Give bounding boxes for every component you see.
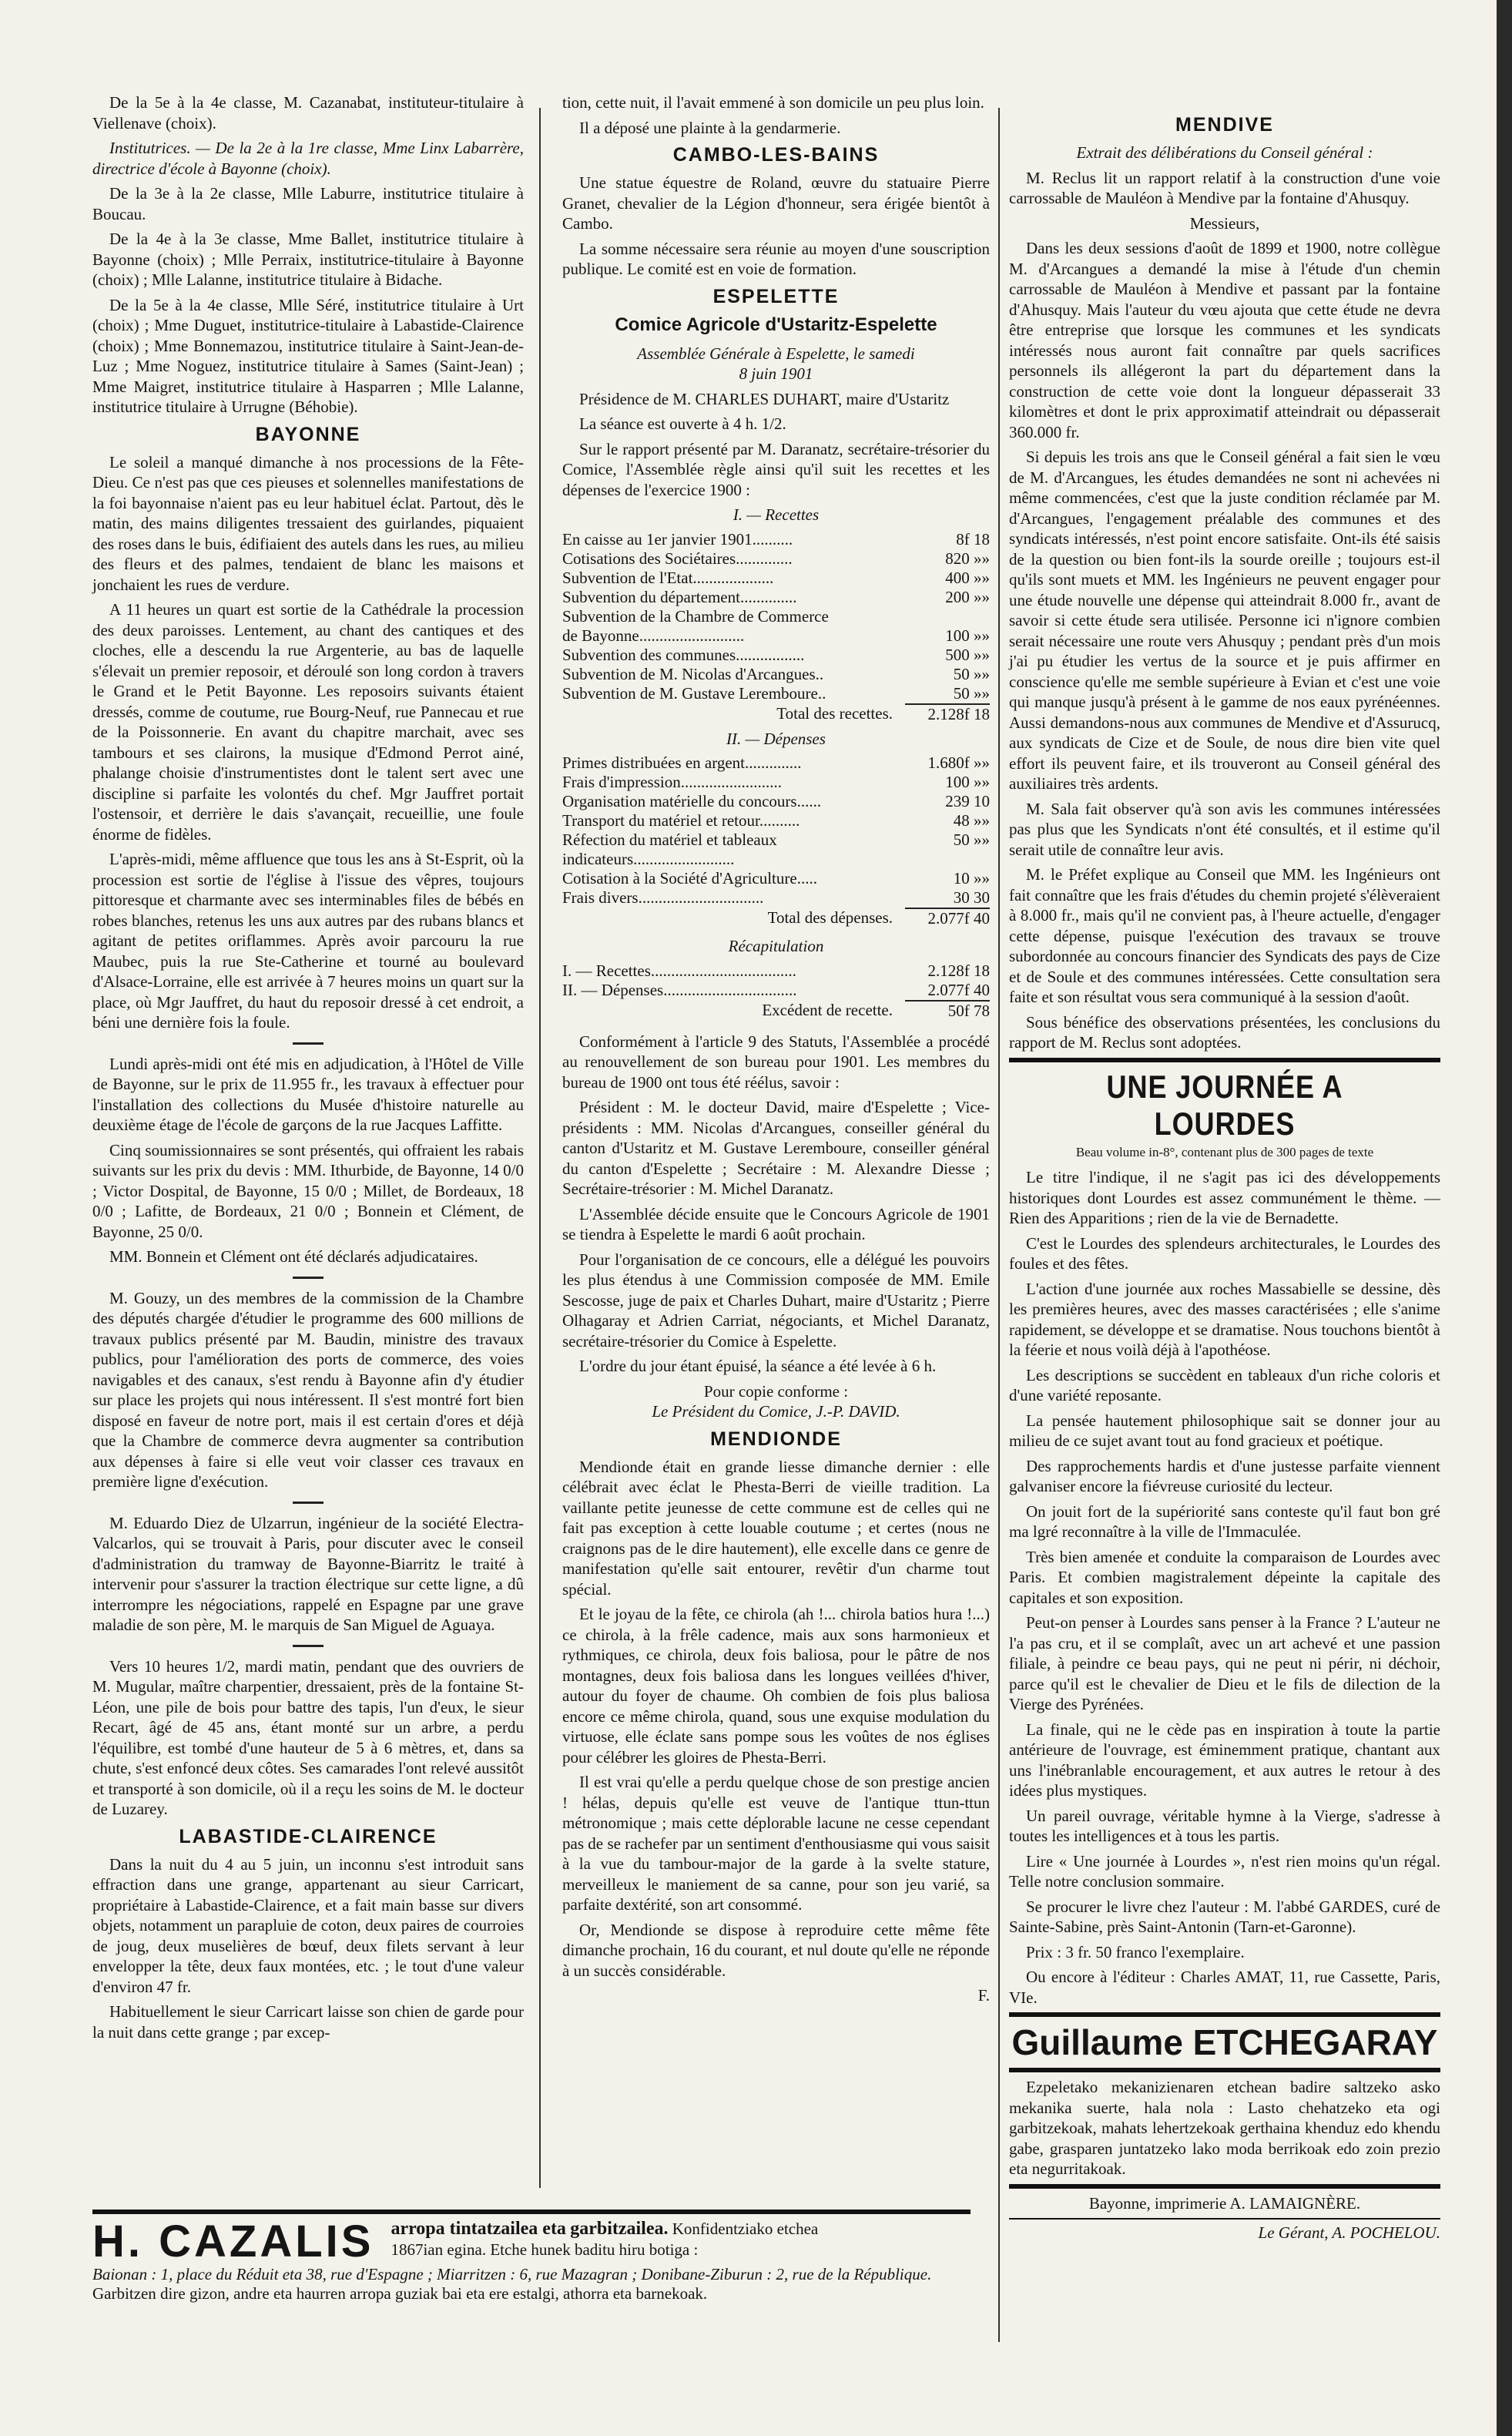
copie-conforme: Pour copie conforme : xyxy=(703,1381,849,1401)
paragraph: Un pareil ouvrage, véritable hymne à la Vierge, s'adresse à toutes les intelligences et à tous les partis. xyxy=(1009,1806,1440,1845)
rule xyxy=(1009,2218,1440,2220)
account-row xyxy=(562,869,990,888)
paragraph: Sur le rapport présenté par M. Daranatz, secrétaire-trésorier du Comice, l'Assemblée règle ainsi qu'il suit les recettes et les dépenses de l'exercice 1900 : xyxy=(562,439,990,499)
paragraph: Si depuis les trois ans que le Conseil général a fait sien le vœu de M. d'Arcangues, les études demandées ne sont ni achevées ni même commencées, c'est que la juste condition réclamée par M. d'Arcangues, l'engagement préalable des communes et des syndicats intéressés, n'est point encore satisfaite. Ont-ils été saisis de la question ou bien font-ils la sourde oreille ; toujours est-il qu'ils sont muets et MM. les Ingénieurs ne peuvent engager pour une étude nouvelle une dépense qui atteindrait 8.000 fr., avant de savoir si cette étude sera utilisée. Personne ici n'ignore combien serait nécessaire une route vers Ahusquy ; pendant près d'un mois j'ai pu étudier les vertus de la source et je puis affirmer en conscience qu'elle me semble supérieure à Evian et c'est une voie qui manque jusqu'à présent à le gamme de nos eaux pyrénéennes. Aussi demandons-nous aux communes de Mendive et d'Assurucq, aux syndicats de Cize et de Soule, de nous dire bien vite quel effort ils peuvent faire, et ils trouveront au Conseil général des auxiliaires très ardents. xyxy=(1009,448,1440,793)
paragraph: De la 5e à la 4e classe, M. Cazanabat, instituteur-titulaire à Viellenave (choix). xyxy=(92,93,524,133)
section-heading-cambo: CAMBO-LES-BAINS xyxy=(672,144,880,166)
account-amount xyxy=(905,607,990,626)
account-label: En caisse au 1er janvier 1901.......... xyxy=(562,529,793,549)
account-amount: 239 10 xyxy=(945,792,990,810)
total-value: 2.077f 40 xyxy=(905,908,990,928)
section-heading-mendionde: MENDIONDE xyxy=(710,1428,842,1450)
account-label: Transport du matériel et retour.......... xyxy=(562,811,800,830)
etchegaray-title: Guillaume ETCHEGARAY xyxy=(1011,2022,1438,2062)
separator xyxy=(293,1502,324,1504)
account-label: Organisation matérielle du concours...... xyxy=(562,792,822,810)
paragraph: Pour l'organisation de ce concours, elle a délégué les pouvoirs les plus étendus à une Commission composée de MM. Emile Sescosse, juge de paix et Charles Duhart, maire d'Ustaritz ; Pierre Olhagaray et Adrien Carriat, négociants, et Michel Daranatz, secrétaire-trésorier du Comice à Espelette. xyxy=(562,1250,990,1351)
paragraph: Or, Mendionde se dispose à reproduire cette même fête dimanche prochain, 16 du courant, et nul doute qu'elle ne réponde à un succès considérable. xyxy=(562,1920,990,1980)
column-left xyxy=(92,92,524,2047)
assembly-date: 8 juin 1901 xyxy=(739,364,813,383)
account-amount: 200 »» xyxy=(945,587,990,606)
paragraph: Prix : 3 fr. 50 franco l'exemplaire. xyxy=(1026,1942,1245,1961)
total-value: 2.128f 18 xyxy=(905,704,990,724)
cazalis-addresses: Baionan : 1, place du Réduit eta 38, rue d'Espagne ; Miarritzen : 6, rue Mazagran ; Donibane-Ziburun : 2, rue de la République. xyxy=(92,2265,932,2283)
account-label: Cotisation à la Société d'Agriculture..... xyxy=(562,869,817,887)
paragraph: C'est le Lourdes des splendeurs architecturales, le Lourdes des foules et des fêtes. xyxy=(1009,1233,1440,1273)
paragraph: M. Sala fait observer qu'à son avis les communes intéressées pas plus que les Syndicats n'ont été consultés, et il estime qu'il serait utile de connaître leur avis. xyxy=(1009,799,1440,859)
account-amount: 2.128f 18 xyxy=(927,961,990,980)
paragraph: tion, cette nuit, il l'avait emmené à son domicile un peu plus loin. xyxy=(562,93,984,112)
section-heading-labastide: LABASTIDE-CLAIRENCE xyxy=(179,1825,438,1847)
rule xyxy=(1009,2184,1440,2189)
account-amount: 2.077f 40 xyxy=(927,980,990,999)
teacher-promotions xyxy=(92,92,524,418)
depenses-heading: II. — Dépenses xyxy=(726,729,826,748)
paragraph: Se procurer le livre chez l'auteur : M. l'abbé GARDES, curé de Sainte-Sabine, près Saint-Antonin (Tarn-et-Garonne). xyxy=(1009,1897,1440,1936)
paragraph: L'ordre du jour étant épuisé, la séance a été levée à 6 h. xyxy=(579,1357,937,1375)
assembly-line: Assemblée Générale à Espelette, le samedi xyxy=(637,344,915,363)
paragraph: Mendionde était en grande liesse dimanche dernier : elle célébrait avec éclat le Phesta-Berri de vieille tradition. La vaillante petite jeunesse de cette commune est de celles qui ne fait pas exception à cette louable coutume ; et certes (nous ne craignons pas de le dire hautement), elle excelle dans ce genre de manifestation qu'elle sait entourer, revêtir d'un charme tout spécial. xyxy=(562,1457,990,1599)
paragraph: M. le Préfet explique au Conseil que MM. les Ingénieurs ont fait connaître que les frais d'études du chemin projeté s'élèveraient à 8.000 fr., mais qu'il ne convient pas, à l'heure actuelle, d'engager cette dépense, puisque l'exécution des travaux se trouve subordonnée au concours financier des Syndicats des pays de Cize et de Soule et des communes intéressées. Cette consultation sera faite et son résultat vous sera communiqué à la session d'août. xyxy=(1009,865,1440,1006)
account-row xyxy=(562,607,990,626)
depenses-table xyxy=(562,753,990,928)
separator xyxy=(293,1645,324,1647)
separator xyxy=(293,1277,324,1279)
paragraph: La pensée hautement philosophique sait se donner jour au milieu de ce sujet avant tout au fond gracieux et poétique. xyxy=(1009,1411,1440,1450)
account-label: I. — Recettes.................................... xyxy=(562,961,796,980)
account-label: Subvention de M. Gustave Lerembourе.. xyxy=(562,683,826,703)
section-heading-espelette: ESPELETTE xyxy=(712,285,840,307)
account-amount: 48 »» xyxy=(953,811,990,830)
cazalis-services: Garbitzen dire gizon, andre eta haurren arropa guziak bai eta ere estalgi, athorra eta barnekoak. xyxy=(92,2284,708,2303)
total-label: Total des dépenses. xyxy=(767,908,893,927)
recettes-table xyxy=(562,530,990,724)
recettes-heading: I. — Recettes xyxy=(733,505,820,524)
paragraph: Conformément à l'article 9 des Statuts, l'Assemblée a procédé au renouvellement de son bureau pour 1901. Les membres du bureau de 1900 ont tous été réélus, savoir : xyxy=(562,1032,990,1092)
paragraph: M. Eduardo Diez de Ulzarrun, ingénieur de la société Electra-Valcarlos, qui se trouvait à Paris, pour discuter avec le conseil d'administration du tramway de Bayonne-Biarritz le traité à intervenir pour s'assurer la traction électrique sur cette ligne, a dû interrompre les négociations, rappelé en Espagne par une grave maladie de son père, M. le marquis de San Miguel de Aguaya. xyxy=(92,1513,524,1634)
mendive-subtitle: Extrait des délibérations du Conseil général : xyxy=(1076,143,1373,162)
column-middle xyxy=(562,92,990,2011)
etchegaray-ad: Ezpeletako mekanizienaren etchean badire saltzeko asko mekanika suerte, hala nola : Lasto chehatzeko eta ogi garbitzekoak, mahats lehertzekoak gerthaina khenduz edo khendu gabe, grasparen juntatzeko lako moda berrikoak edo zoin prezio eta negurritakoak. xyxy=(1009,2078,1440,2178)
account-row xyxy=(562,665,990,684)
account-row xyxy=(562,549,990,569)
account-amount: 50 »» xyxy=(953,664,990,683)
paragraph: De la 3e à la 2e classe, Mlle Laburre, institutrice titulaire à Boucau. xyxy=(92,184,524,223)
excedent-value: 50f 78 xyxy=(905,1001,990,1021)
account-amount: 1.680f »» xyxy=(927,753,990,772)
total-recettes-row xyxy=(562,704,990,724)
paragraph: Messieurs, xyxy=(1189,213,1260,233)
paragraph: MM. Bonnein et Clément ont été déclarés adjudicataires. xyxy=(109,1247,478,1266)
rule xyxy=(1009,2012,1440,2017)
cazalis-name: H. CAZALIS xyxy=(92,2216,374,2267)
paragraph: De la 5e à la 4e classe, Mlle Séré, institutrice titulaire à Urt (choix) ; Mme Duguet, institutrice-titulaire à Labastide-Clairence (choix) ; Mme Bonnemazou, institutrice titulaire à Saint-Jean-de-Luz ; Mme Noguez, institutrice titulaire à Sames (Saint-Jean) ; Mme Maigret, institutrice titulaire à Hasparren ; Mlle Lalanne, institutrice titulaire à Urrugne (Béhobie). xyxy=(92,295,524,416)
paragraph: Et le joyau de la fête, ce chirola (ah !... chirola batios hura !...) ce chirola, à la frêle cadence, mais aux sons harmonieux et rythmiques, ce chirola, deux fois baliosa, pour le pâtre de nos montagnes, deux fois baliosa dans les longues veillées d'hiver, autour du foyer de chaume. Oh combien de fois plus baliosa encore ce même chirola, quand, sous une exquise modulation du virtuose, elle éclate sans pompe sous les voûtes de nos églises pour célébrer les gloires de Phesta-Berri. xyxy=(562,1605,990,1767)
account-label: Frais divers............................... xyxy=(562,888,764,907)
lourdes-subtitle: Beau volume in-8°, contenant plus de 300 pages de texte xyxy=(1075,1144,1374,1159)
column-divider xyxy=(998,108,1000,2342)
column-divider xyxy=(539,108,541,2188)
account-row xyxy=(562,830,990,869)
account-row xyxy=(562,888,990,908)
account-amount: 50 »» xyxy=(953,830,990,849)
cazalis-header xyxy=(92,2216,971,2267)
account-row xyxy=(562,753,990,773)
account-row xyxy=(562,773,990,792)
paragraph: Institutrices. — De la 2e à la 1re classe, Mme Linx Labarrère, directrice d'école à Bayonne (choix). xyxy=(92,139,524,178)
section-heading-bayonne: BAYONNE xyxy=(255,423,361,445)
section-heading-mendive: MENDIVE xyxy=(1175,114,1274,136)
cazalis-line1c: Konfidentziako etchea xyxy=(672,2220,819,2238)
lourdes-review xyxy=(1009,1167,1440,2008)
account-amount: 500 »» xyxy=(945,645,990,664)
cazalis-line2: 1867ian egina. Etche hunek baditu hiru botiga : xyxy=(391,2240,699,2259)
gerant: Le Gérant, A. POCHELOU. xyxy=(1258,2223,1440,2242)
rule xyxy=(1009,2068,1440,2072)
account-label: Cotisations des Sociétaires.............. xyxy=(562,549,793,568)
imprimerie: Bayonne, imprimerie A. LAMAIGNÈRE. xyxy=(1088,2193,1361,2213)
rule xyxy=(1009,1058,1440,1062)
account-label: Réfection du matériel et tableaux indicateurs......................... xyxy=(562,830,777,868)
total-label: Total des recettes. xyxy=(776,703,893,723)
account-label: Subvention de M. Nicolas d'Arcangues.. xyxy=(562,664,824,683)
account-row xyxy=(562,792,990,811)
paragraph: On jouit fort de la supériorité sans conteste qu'il faut bon gré ma lgré reconnaître à la ville de l'Immaculée. xyxy=(1009,1502,1440,1541)
paragraph: Les descriptions se succèdent en tableaux d'un riche coloris et d'une variété reposante. xyxy=(1009,1365,1440,1404)
account-label: Subvention du département.............. xyxy=(562,587,797,606)
paragraph: La séance est ouverte à 4 h. 1/2. xyxy=(579,414,786,433)
account-label: Subvention de l'Etat.................... xyxy=(562,568,774,587)
paragraph: Président : M. le docteur David, maire d'Espelette ; Vice-présidents : MM. Nicolas d'Arcangues, conseiller général du canton d'Ustaritz et M. Gustave Lerembourе, conseiller général du canton d'Espelette ; Secrétaire : M. Alexandre Diesse ; Secrétaire-trésorier : M. Michel Daranatz. xyxy=(562,1098,990,1198)
paragraph: Il a déposé une plainte à la gendarmerie. xyxy=(579,118,841,137)
signature: Le Président du Comice, J.-P. DAVID. xyxy=(652,1402,900,1421)
paragraph: A 11 heures un quart est sortie de la Cathédrale la procession des deux paroisses. Lentement, au chant des cantiques et des cloches, elle a descendu la rue Argenterie, au bas de laquelle s'élevait un premier reposoir, et déroulé son long cordon à travers le Grand et le Petit Bayonne. Les reposoirs suivants étaient dressés, comme de coutume, rue Bourg-Neuf, rue Pannecau et rue de la Poissonnerie. En avant du chapitre marchait, avec ses tambours et ses clairons, la musique d'Edmond Perrot ainé, phalange choisie d'instrumentistes dont le talent sert avec une discipline si parfaite les volontés du chef. Mgr Jauffret portait l'ostensoir, et derrière le dais s'avançait, recueillie, une foule énorme de fidèles. xyxy=(92,600,524,844)
paragraph: M. Gouzy, un des membres de la commission de la Chambre des députés chargée d'étudier le programme des 600 millions de travaux publics présenté par M. Baudin, ministre des travaux publics, pour l'amélioration des ports de commerce, des voies navigables et des canaux, s'est rendu à Bayonne afin d'y étudier sur place les projets qui nous intéressent. Il s'est montré fort bien disposé en faveur de notre port, mais il est certain d'ores et déjà que la Chambre de commerce devra augmenter sa contribution aux dépenses à faire si elle veut voir classer ces travaux en première ligne d'exécution. xyxy=(92,1288,524,1491)
account-row xyxy=(562,811,990,830)
paragraph: Le soleil a manqué dimanche à nos processions de la Fête-Dieu. Ce n'est pas que ces pieuses et solennelles manifestations de la foi bayonnaise n'aient pas eu leur habituel éclat. Partout, dès le matin, des mains diligentes tressaient des guirlandes, piquaient des roses dans le buis, édifiaient des autels dans les rues, au milieu des fleurs et des palmes, tendaient de blanc les maisons et jonchaient les rues de verdure. xyxy=(92,452,524,594)
paragraph: Ou encore à l'éditeur : Charles AMAT, 11, rue Cassette, Paris, VIe. xyxy=(1009,1968,1440,2007)
paragraph: M. Reclus lit un rapport relatif à la construction d'une voie carrossable de Mauléon à Mendive par la fontaine d'Ahusquy. xyxy=(1009,168,1440,207)
account-amount: 10 »» xyxy=(953,869,990,887)
signature: F. xyxy=(977,1986,990,2005)
paragraph: Très bien amenée et conduite la comparaison de Lourdes avec Paris. Et combien magistralement dépeinte la capitale des capitales et son exposition. xyxy=(1009,1547,1440,1607)
account-amount: 100 »» xyxy=(945,773,990,791)
paragraph: La somme nécessaire sera réunie au moyen d'une souscription publique. Le comité est en voie de formation. xyxy=(562,239,990,278)
account-row xyxy=(562,588,990,607)
account-row xyxy=(562,981,990,1001)
account-amount: 8f 18 xyxy=(956,529,990,549)
account-label: Subvention de la Chambre de Commerce xyxy=(562,606,829,626)
paragraph: Sous bénéfice des observations présentées, les conclusions du rapport de M. Reclus sont adoptées. xyxy=(1009,1012,1440,1052)
paragraph: Dans les deux sessions d'août de 1899 et 1900, notre collègue M. d'Arcangues a demandé la mise à l'étude d'un chemin carrossable de Mauléon à Mendive et passant par la fontaine d'Ahusquy. Mais l'auteur du vœu ajouta que cette étude ne devra être entreprise que lorsque les communes et les syndicats intéressés nous auront fait connaître par quels sacrifices personnels ils allégeront la part du département dans la construction de cette voie dont la longueur dépasserait 33 kilomètres et dont le prix approximatif atteindrait ou dépasserait 360.000 fr. xyxy=(1009,239,1440,441)
column-right xyxy=(1009,108,1440,2248)
cazalis-line1b: garbitzailea. xyxy=(570,2219,669,2239)
separator xyxy=(293,1042,324,1045)
paragraph: L'après-midi, même affluence que tous les ans à St-Esprit, où la procession est sortie de l'église à l'issue des vêpres, toujours pittoresque et charmante avec ses interminables files de bébés en robes blanches, retenus les uns aux autres par des rubans blancs et agitant de petites oriflammes. Après avoir parcouru la rue Maubec, puis la rue Ste-Catherine et tourné au boulevard d'Alsace-Lorraine, elle est arrivée à 7 heures moins un quart sur la place, où Mgr Jauffret, du haut du reposoir dressé à cet endroit, a béni une dernière fois la foule. xyxy=(92,850,524,1032)
paragraph: Lundi après-midi ont été mis en adjudication, à l'Hôtel de Ville de Bayonne, sur le prix de 11.955 fr., les travaux à effectuer pour l'installation des collections du Musée d'histoire naturelle au deuxième étage de l'école de garçons de la rue Jacques Laffitte. xyxy=(92,1054,524,1134)
account-amount: 50 »» xyxy=(953,683,990,703)
cazalis-text xyxy=(391,2219,818,2260)
recap-heading: Récapitulation xyxy=(728,937,824,955)
account-row xyxy=(562,569,990,588)
paragraph: La finale, qui ne le cède pas en inspiration à toute la partie antérieure de l'ouvrage, est éminemment pratique, chantant aux uns l'inébranlable encouragement, et aux autres le retour à des idées plus mystiques. xyxy=(1009,1720,1440,1800)
excedent-label: Excédent de recette. xyxy=(762,1000,893,1019)
account-label: de Bayonne.......................... xyxy=(562,626,745,645)
paragraph: Vers 10 heures 1/2, mardi matin, pendant que des ouvriers de M. Mugular, maître charpentier, dressaient, près de la fontaine St-Léon, une pile de bois pour battre des tapis, l'un d'eux, le sieur Recart, âgé de 45 ans, étant monté sur un arbre, a perdu l'équilibre, est tombé d'une hauteur de 5 à 6 mètres, et, dans sa chute, s'est enfoncé deux côtes. Ses camarades l'ont relevé aussitôt et transporté à son domicile, où il a reçu les soins de M. le docteur de Luzarey. xyxy=(92,1656,524,1818)
account-label: II. — Dépenses................................. xyxy=(562,980,797,999)
account-row xyxy=(562,684,990,704)
account-amount: 820 »» xyxy=(945,549,990,568)
account-amount: 100 »» xyxy=(945,626,990,645)
paragraph: Cinq soumissionnaires se sont présentés, qui offraient les rabais suivants sur les prix du devis : MM. Ithurbide, de Bayonne, 14 0/0 ; Victor Dospital, de Bayonne, 15 0/0 ; Millet, de Bordeaux, 18 0/0 ; Lafitte, de Bordeaux, 21 0/0 ; Bonnein et Clément, de Bayonne, 25 0/0. xyxy=(92,1140,524,1241)
paragraph: Peut-on penser à Lourdes sans penser à la France ? L'auteur ne l'a pas cru, et il se complaît, avec un art achevé et une passion filiale, à peindre ce beau pays, qui ne peut ni périr, ni déchoir, parce qu'il est le chevalier de Dieu et le fils de dilection de la Vierge des Pyrénées. xyxy=(1009,1613,1440,1713)
account-amount: 30 30 xyxy=(953,888,990,907)
account-row xyxy=(562,626,990,646)
account-label: Primes distribuées en argent.............. xyxy=(562,753,802,772)
account-label: Frais d'impression......................... xyxy=(562,773,782,791)
paragraph: L'Assemblée décide ensuite que le Concours Agricole de 1901 se tiendra à Espelette le mardi 6 août prochain. xyxy=(562,1204,990,1243)
account-label: Subvention des communes................. xyxy=(562,645,805,664)
cazalis-line1a: arropa tintatzailea eta xyxy=(391,2219,566,2239)
paragraph: Il est vrai qu'elle a perdu quelque chose de son prestige ancien ! hélas, depuis qu'elle est veuve de l'antique ttun-ttun métronomique ; mais cette déplorable lacune ne cesse cependant pas de se rachefer par un sentiment d'enthousiasme qui vous saisit à la vue du tambour-major de la garde à la svelte stature, merveilleux le maniement de sa canne, pour son jeu varié, sa parfaite dextérité, son art consommé. xyxy=(562,1773,990,1914)
paragraph: Le titre l'indique, il ne s'agit pas ici des développements historiques dont Lourdes est assez communément le thème. — Rien des Apparitions ; rien de la vie de Bernadette. xyxy=(1009,1168,1440,1227)
rule xyxy=(92,2210,971,2214)
paragraph: Dans la nuit du 4 au 5 juin, un inconnu s'est introduit sans effraction dans une grange, appartenant au sieur Carricart, propriétaire à Labastide-Clairence, et a fait main basse sur divers objets, notamment un parapluie de coton, deux paires de courroies de joug, deux muselières de bœuf, deux filets servant à leur envelopper la tête, deux faux montées, etc. ; le tout d'une valeur d'environ 47 fr. xyxy=(92,1854,524,1996)
paragraph: De la 4e à la 3e classe, Mme Ballet, institutrice titulaire à Bayonne (choix) ; Mlle Perraix, institutrice-titulaire à Bayonne (choix) ; Mlle Lalanne, institutrice titulaire à Bidache. xyxy=(92,230,524,289)
total-depenses-row xyxy=(562,908,990,928)
paragraph: Habituellement le sieur Carricart laisse son chien de garde pour la nuit dans cette grange ; par excep- xyxy=(92,2002,524,2042)
paragraph: Des rapprochements hardis et d'une justesse parfaite viennent galvaniser encore la fiévreuse curiosité du lecteur. xyxy=(1009,1456,1440,1495)
comice-heading: Comice Agricole d'Ustaritz-Espelette xyxy=(615,314,937,335)
account-row xyxy=(562,530,990,549)
lourdes-title: UNE JOURNÉE A LOURDES xyxy=(1106,1068,1343,1142)
paragraph: L'action d'une journée aux roches Massabielle se dessine, dès les premières heures, avec des masses caractérisées ; elle s'anime rapidement, se développe et se dramatise. Nous touchons bientôt à la féerie et nous voilà déjà à l'apothéose. xyxy=(1009,1279,1440,1359)
paragraph: Lire « Une journée à Lourdes », n'est rien moins qu'un régal. Telle notre conclusion sommaire. xyxy=(1009,1851,1440,1891)
paragraph: Une statue équestre de Roland, œuvre du statuaire Pierre Granet, chevalier de la Légion d'honneur, sera érigée bientôt à Cambo. xyxy=(562,173,990,233)
presidence: Présidence de M. CHARLES DUHART, maire d'Ustaritz xyxy=(579,389,950,408)
account-row xyxy=(562,961,990,981)
recap-table xyxy=(562,961,990,1021)
excedent-row xyxy=(562,1001,990,1021)
account-row xyxy=(562,646,990,665)
account-amount: 400 »» xyxy=(945,568,990,587)
page-edge xyxy=(1497,0,1512,2436)
cazalis-advert xyxy=(92,2205,971,2308)
